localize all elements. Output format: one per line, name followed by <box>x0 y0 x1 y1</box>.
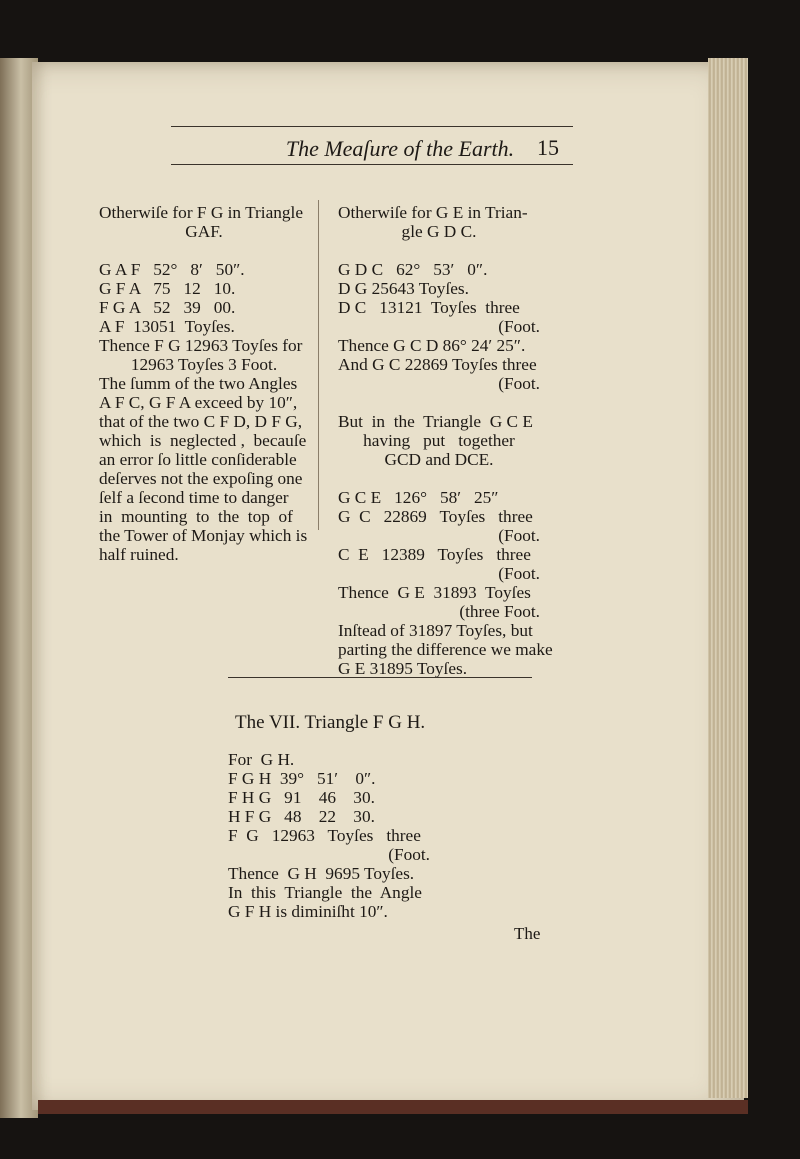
left-line: GAF. <box>185 222 223 241</box>
right-line: G E 31895 Toyſes. <box>338 659 468 678</box>
running-title: The Meaſure of the Earth. <box>285 136 515 161</box>
left-line: A F C, G F A exceed by 10″, <box>99 393 298 412</box>
section-line: F G H 39° 51′ 0″. <box>228 769 376 788</box>
book-cover-bottom <box>38 1100 748 1114</box>
right-line: (Foot. <box>498 317 540 336</box>
right-line: having put together <box>363 431 515 450</box>
right-line: Inſtead of 31897 Toyſes, but <box>338 621 533 640</box>
right-line: G D C 62° 53′ 0″. <box>338 260 488 279</box>
section-heading: The VII. Triangle F G H. <box>235 712 426 733</box>
left-column <box>99 203 309 564</box>
right-line: (Foot. <box>498 526 540 545</box>
left-line: Otherwiſe for F G in Triangle <box>99 203 303 222</box>
left-line: A F 13051 Toyſes. <box>99 317 235 336</box>
section-line: F H G 91 46 30. <box>228 788 375 807</box>
right-line: D C 13121 Toyſes three <box>338 298 520 317</box>
left-line: 12963 Toyſes 3 Foot. <box>130 355 278 374</box>
right-line: Thence G C D 86° 24′ 25″. <box>338 336 526 355</box>
right-line: (Foot. <box>498 374 540 393</box>
right-line: (Foot. <box>498 564 540 583</box>
section-line: In this Triangle the Angle <box>228 883 422 902</box>
right-line: C E 12389 Toyſes three <box>338 545 531 564</box>
left-line: in mounting to the top of <box>99 507 293 526</box>
section-line: H F G 48 22 30. <box>228 807 375 826</box>
left-line: deſerves not the expoſing one <box>99 469 303 488</box>
left-line: half ruined. <box>99 545 179 564</box>
left-line: G F A 75 12 10. <box>99 279 236 298</box>
right-line: D G 25643 Toyſes. <box>338 279 469 298</box>
right-line: G C E 126° 58′ 25″ <box>338 488 499 507</box>
left-line: which is neglected , becauſe <box>99 431 307 450</box>
section-line: Thence G H 9695 Toyſes. <box>228 864 415 883</box>
header-rule-bottom <box>171 164 573 165</box>
right-line: Otherwiſe for G E in Trian- <box>338 203 528 222</box>
page-number: 15 <box>537 135 559 160</box>
right-line: And G C 22869 Toyſes three <box>338 355 537 374</box>
section-line: (Foot. <box>388 845 430 864</box>
right-line: GCD and DCE. <box>384 450 494 469</box>
section-body <box>228 750 430 921</box>
right-line: G C 22869 Toyſes three <box>338 507 533 526</box>
right-column <box>338 203 553 678</box>
right-line: gle G D C. <box>401 222 477 241</box>
left-line: F G A 52 39 00. <box>99 298 236 317</box>
header-rule-top <box>171 126 573 127</box>
right-page-edges <box>708 58 748 1098</box>
left-line: an error ſo little conſiderable <box>99 450 297 469</box>
left-line: The ſumm of the two Angles <box>99 374 298 393</box>
catchword: The <box>514 924 541 943</box>
left-line: ſelf a ſecond time to danger <box>99 488 289 507</box>
left-line: the Tower of Monjay which is <box>99 526 308 545</box>
right-line: parting the difference we make <box>338 640 553 659</box>
section-line: F G 12963 Toyſes three <box>228 826 421 845</box>
section-line: G F H is diminiſht 10″. <box>228 902 388 921</box>
column-divider <box>318 200 319 530</box>
section-line: For G H. <box>228 750 295 769</box>
left-line: that of the two C F D, D F G, <box>99 412 303 431</box>
right-line: (three Foot. <box>459 602 540 621</box>
section-rule <box>228 677 532 678</box>
right-line: Thence G E 31893 Toyſes <box>338 583 531 602</box>
right-line: But in the Triangle G C E <box>338 412 533 431</box>
left-line: G A F 52° 8′ 50″. <box>99 260 245 279</box>
left-line: Thence F G 12963 Toyſes for <box>99 336 303 355</box>
